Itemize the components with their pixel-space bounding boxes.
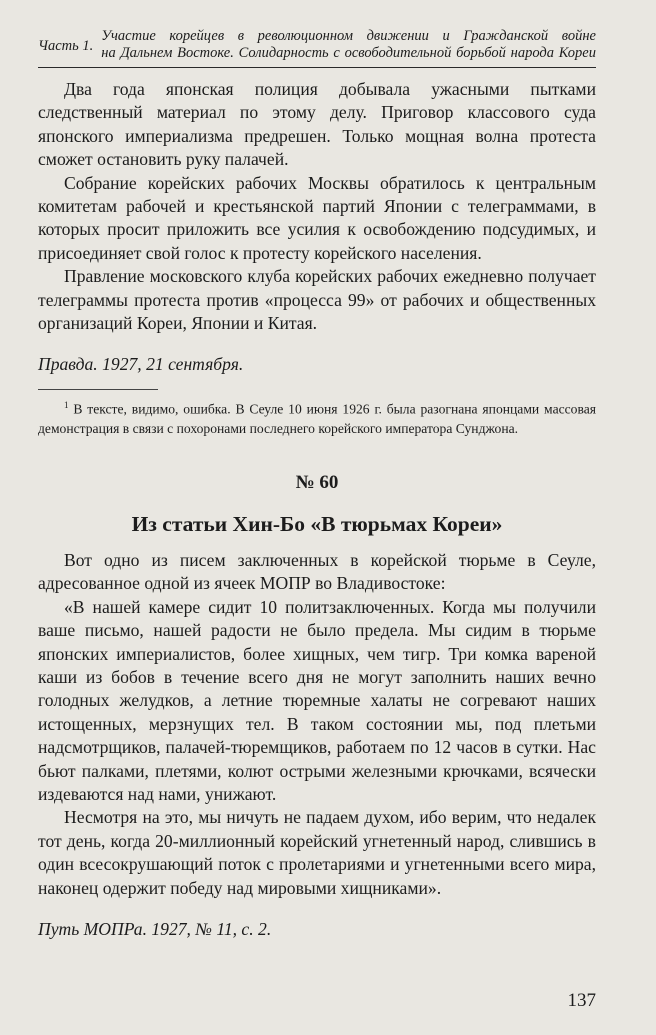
- header-part: Часть 1.: [38, 38, 94, 54]
- document-number: № 60: [295, 472, 339, 493]
- header-line-2: на Дальнем Востоке. Солидарность с освободительной борьбой народа Кореи: [101, 45, 596, 61]
- header-title: [101, 28, 596, 62]
- footnote-mark: 1: [64, 400, 69, 411]
- paragraph: Вот одно из писем заключенных в корейской тюрьме в Сеуле, адресованное одной из ячеек МОПР во Владивостоке:: [38, 550, 596, 594]
- paragraph: «В нашей камере сидит 10 политзаключенных. Когда мы получили ваше письмо, нашей радости не было предела. Мы сидим в тюрьме японских империалистов, более хищных, чем тигр. Три комка вареной каши из бобов в течение всего дня не могут заполнить наших вечно голодных желудков, а летние тюремные халаты не согревают наших истощенных, мерзнущих тел. В таком состоянии мы, под плетьми надсмотрщиков, палачей-тюремщиков, работаем по 12 часов в сутки. Нас бьют палками, плетями, колют острыми железными крючками, всячески издеваются над нами, унижают.: [38, 596, 596, 805]
- footnote: [38, 396, 596, 438]
- running-header: [38, 28, 596, 62]
- header-line-1: Участие корейцев в революционном движении и Гражданской войне: [101, 28, 596, 44]
- header-rule: [38, 67, 596, 68]
- footnote-text: В тексте, видимо, ошибка. В Сеуле 10 июня 1926 г. была разогнана японцами массовая демонстрация в связи с похоронами последнего корейского императора Сунджона.: [38, 402, 596, 436]
- document-title: Из статьи Хин-Бо «В тюрьмах Кореи»: [131, 512, 503, 536]
- page-number: 137: [567, 990, 596, 1011]
- paragraph: Правление московского клуба корейских рабочих ежедневно получает телеграммы протеста против «процесса 99» от рабочих и общественных организаций Кореи, Японии и Китая.: [38, 266, 596, 334]
- paragraph: Собрание корейских рабочих Москвы обратилось к центральным комитетам рабочей и крестьянской партий Японии с телеграммами, в которых просит приложить все усилия к освобождению подсудимых, и присоединяет свой голос к протесту корейского населения.: [38, 172, 596, 263]
- footnote-rule: [38, 389, 158, 390]
- paragraph: Два года японская полиция добывала ужасными пытками следственный материал по этому делу. Приговор классового суда японского империализма предрешен. Только мощная волна протеста сможет остановить руку палачей.: [38, 79, 596, 170]
- section-text: [38, 78, 596, 335]
- source-citation: Правда. 1927, 21 сентября.: [38, 354, 244, 375]
- source-citation: Путь МОПРа. 1927, № 11, с. 2.: [38, 919, 272, 940]
- document-text: [38, 549, 596, 900]
- paragraph: Несмотря на это, мы ничуть не падаем духом, ибо верим, что недалек тот день, когда 20-миллионный корейский угнетенный народ, слившись в один всесокрушающий поток с пролетариями и угнетенными всего мира, наконец одержит победу над мировыми хищниками».: [38, 807, 596, 898]
